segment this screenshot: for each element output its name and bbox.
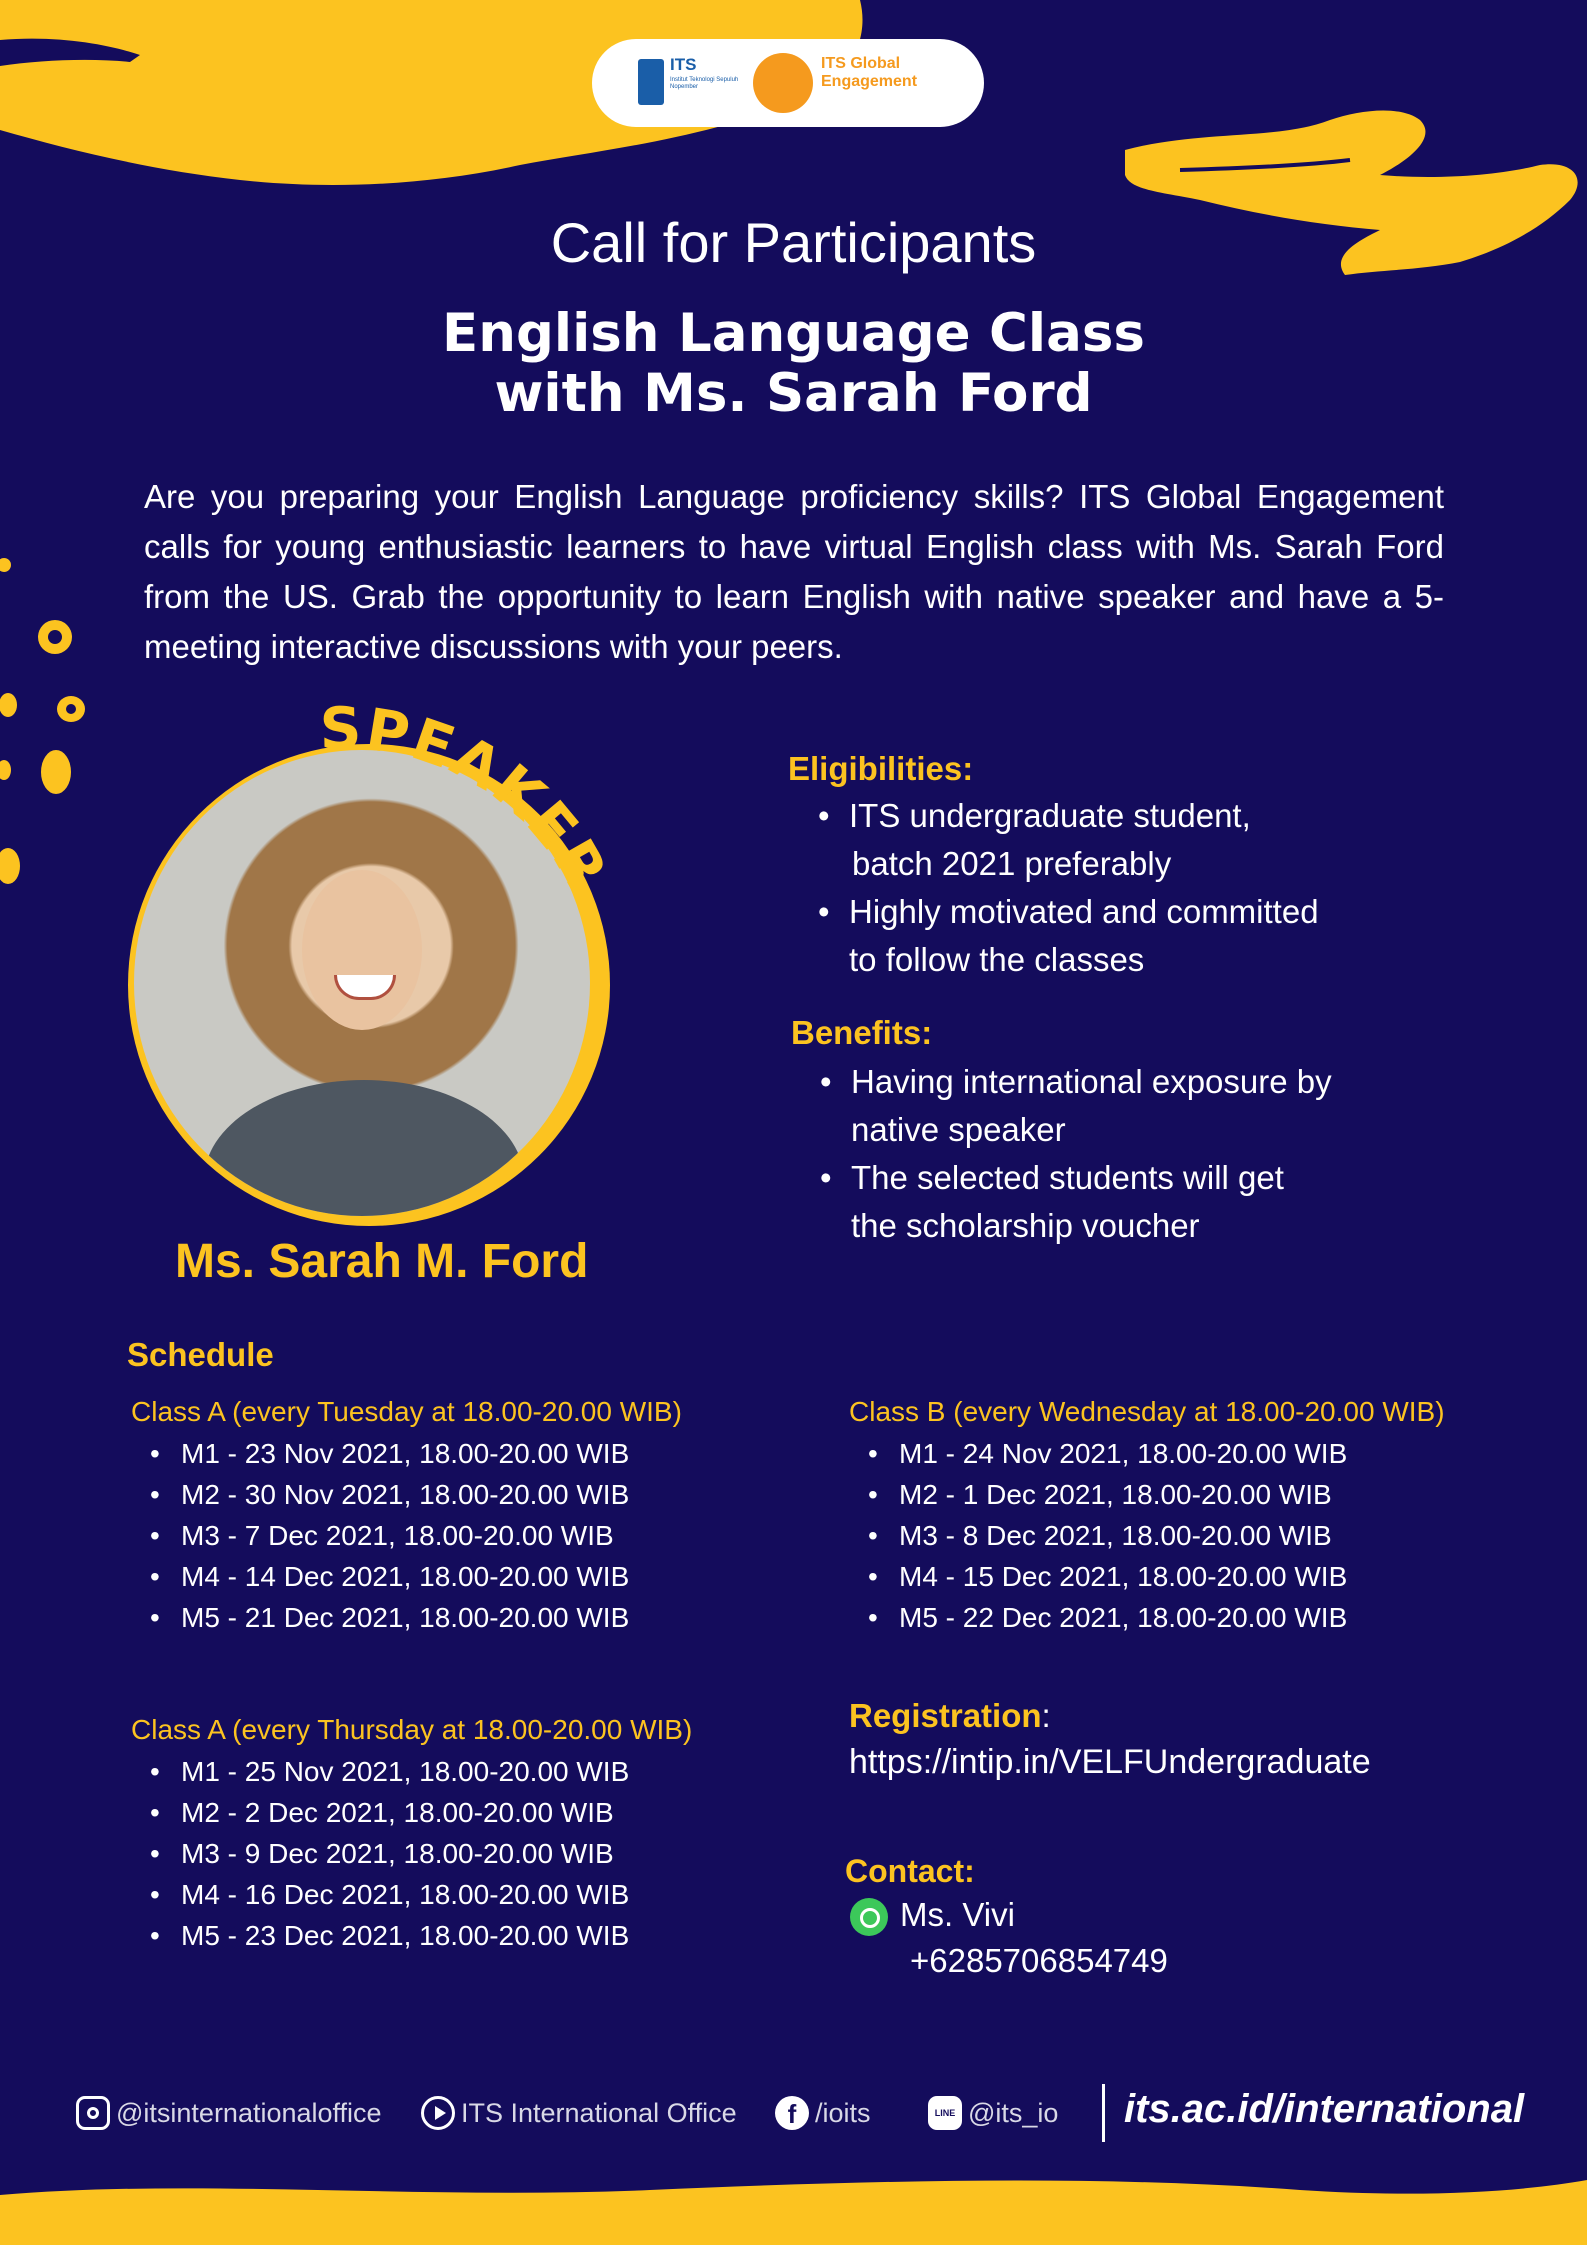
bullet-icon: • [820, 1063, 832, 1100]
bullet-icon: • [150, 1602, 160, 1633]
session: M3 - 9 Dec 2021, 18.00-20.00 WIB [181, 1838, 614, 1869]
bullet-icon: • [150, 1438, 160, 1469]
eligibility-line: to follow the classes [849, 941, 1145, 978]
registration-link[interactable]: https://intip.in/VELFUndergraduate [849, 1743, 1371, 1781]
dot-4-hole [66, 704, 76, 714]
session: M1 - 25 Nov 2021, 18.00-20.00 WIB [181, 1756, 630, 1787]
speaker-name: Ms. Sarah M. Ford [175, 1235, 589, 1288]
class-sessions-list [866, 1433, 1347, 1638]
bullet-icon: • [818, 893, 830, 930]
bullet-icon: • [150, 1520, 160, 1551]
session: M3 - 8 Dec 2021, 18.00-20.00 WIB [899, 1520, 1332, 1551]
list-item [866, 1515, 1347, 1556]
class-title: Class A (every Thursday at 18.00-20.00 WIB) [131, 1714, 693, 1745]
session: M2 - 30 Nov 2021, 18.00-20.00 WIB [181, 1479, 630, 1510]
list-item [818, 1154, 1398, 1250]
benefit-line: The selected students will get [851, 1159, 1284, 1196]
line-account[interactable] [928, 2096, 1058, 2130]
its-logo-subtitle: Institut Teknologi Sepuluh Nopember [670, 77, 739, 90]
dot-6 [0, 760, 11, 780]
instagram-handle[interactable] [76, 2096, 382, 2130]
session: M5 - 23 Dec 2021, 18.00-20.00 WIB [181, 1920, 630, 1951]
line-icon: LINE [928, 2096, 962, 2130]
line-text: @its_io [968, 2097, 1059, 2128]
session: M3 - 7 Dec 2021, 18.00-20.00 WIB [181, 1520, 614, 1551]
session: M5 - 22 Dec 2021, 18.00-20.00 WIB [899, 1602, 1348, 1633]
list-item [148, 1833, 629, 1874]
footer-divider [1102, 2084, 1105, 2142]
bullet-icon: • [868, 1561, 878, 1592]
session: M4 - 16 Dec 2021, 18.00-20.00 WIB [181, 1879, 630, 1910]
bullet-icon: • [868, 1520, 878, 1551]
class-sessions-list [148, 1751, 629, 1956]
list-item [148, 1597, 629, 1638]
eligibility-line: batch 2021 preferably [852, 845, 1172, 882]
bullet-icon: • [868, 1479, 878, 1510]
bullet-icon: • [868, 1602, 878, 1633]
benefits-heading: Benefits: [791, 1014, 933, 1051]
session: M2 - 2 Dec 2021, 18.00-20.00 WIB [181, 1797, 614, 1828]
bullet-icon: • [150, 1797, 160, 1828]
bullet-icon: • [150, 1479, 160, 1510]
facebook-text: /ioits [815, 2097, 871, 2128]
schedule-heading: Schedule [127, 1336, 274, 1373]
youtube-text: ITS International Office [461, 2097, 737, 2128]
dot-7 [0, 848, 20, 884]
whatsapp-icon [850, 1898, 888, 1936]
list-item [148, 1433, 629, 1474]
list-item [148, 1792, 629, 1833]
website-link[interactable]: its.ac.id/international [1124, 2087, 1525, 2131]
bullet-icon: • [150, 1561, 160, 1592]
list-item [148, 1915, 629, 1956]
bullet-icon: • [150, 1920, 160, 1951]
dot-1 [0, 558, 11, 572]
benefit-line: the scholarship voucher [851, 1207, 1200, 1244]
bullet-icon: • [150, 1838, 160, 1869]
dot-3 [0, 693, 17, 717]
global-engagement-emblem-icon [753, 53, 813, 113]
list-item [818, 1058, 1398, 1154]
session: M1 - 23 Nov 2021, 18.00-20.00 WIB [181, 1438, 630, 1469]
title-line-2: with Ms. Sarah Ford [494, 363, 1093, 424]
eligibility-line: ITS undergraduate student, [849, 797, 1251, 834]
youtube-icon [421, 2096, 455, 2130]
class-title: Class B (every Wednesday at 18.00-20.00 WIB) [849, 1396, 1445, 1427]
list-item [148, 1874, 629, 1915]
speaker-badge [90, 690, 710, 1310]
list-item [816, 888, 1416, 984]
dot-5 [41, 750, 71, 794]
session: M1 - 24 Nov 2021, 18.00-20.00 WIB [899, 1438, 1348, 1469]
list-item [866, 1474, 1347, 1515]
list-item [866, 1433, 1347, 1474]
intro-paragraph: Are you preparing your English Language proficiency skills? ITS Global Engagement calls for young enthusiastic learners to have virtual English class with Ms. Sarah Ford from the US. Grab the opportunity to learn English with native speaker and have a 5-meeting interactive discussions with your peers. [144, 478, 1444, 665]
list-item [866, 1597, 1347, 1638]
bullet-icon: • [150, 1756, 160, 1787]
bullet-icon: • [818, 797, 830, 834]
list-item [148, 1515, 629, 1556]
facebook-page[interactable] [775, 2096, 871, 2130]
list-item [866, 1556, 1347, 1597]
call-for-participants: Call for Participants [550, 211, 1037, 274]
bullet-icon: • [820, 1159, 832, 1196]
session: M4 - 14 Dec 2021, 18.00-20.00 WIB [181, 1561, 630, 1592]
global-engagement-logo-text: ITS Global Engagement [821, 55, 918, 90]
instagram-text: @itsinternationaloffice [116, 2097, 382, 2128]
benefits-list [818, 1058, 1398, 1250]
list-item [148, 1751, 629, 1792]
eligibilities-heading: Eligibilities: [788, 750, 974, 787]
page-title [0, 304, 1587, 424]
benefit-line: native speaker [851, 1111, 1066, 1148]
bullet-icon: • [868, 1438, 878, 1469]
session: M5 - 21 Dec 2021, 18.00-20.00 WIB [181, 1602, 630, 1633]
facebook-icon: f [775, 2096, 809, 2130]
youtube-channel[interactable] [421, 2096, 737, 2130]
contact-phone[interactable]: +6285706854749 [910, 1942, 1168, 1979]
registration-label: Registration [849, 1697, 1042, 1734]
its-logo-mark: ITS [670, 55, 697, 74]
list-item [148, 1474, 629, 1515]
class-sessions-list [148, 1433, 629, 1638]
contact-name: Ms. Vivi [900, 1896, 1015, 1933]
logo-pill [592, 39, 984, 127]
list-item [148, 1556, 629, 1597]
bottom-wave [0, 2180, 1587, 2245]
dot-2-hole [48, 630, 62, 644]
bullet-icon: • [150, 1879, 160, 1910]
its-emblem-icon [638, 59, 664, 105]
benefit-line: Having international exposure by [851, 1063, 1332, 1100]
session: M2 - 1 Dec 2021, 18.00-20.00 WIB [899, 1479, 1332, 1510]
eligibilities-list [816, 792, 1416, 984]
registration-heading [849, 1697, 1051, 1735]
contact-heading: Contact: [845, 1853, 975, 1889]
svg-text:SPEAKER [319, 694, 621, 902]
session: M4 - 15 Dec 2021, 18.00-20.00 WIB [899, 1561, 1348, 1592]
class-title: Class A (every Tuesday at 18.00-20.00 WIB) [131, 1396, 682, 1427]
list-item [816, 792, 1416, 888]
eligibility-line: Highly motivated and committed [849, 893, 1319, 930]
speaker-badge-text: SPEAKER [319, 694, 622, 903]
instagram-icon [76, 2096, 110, 2130]
registration-colon: : [1041, 1697, 1051, 1734]
title-line-1: English Language Class [442, 303, 1145, 364]
